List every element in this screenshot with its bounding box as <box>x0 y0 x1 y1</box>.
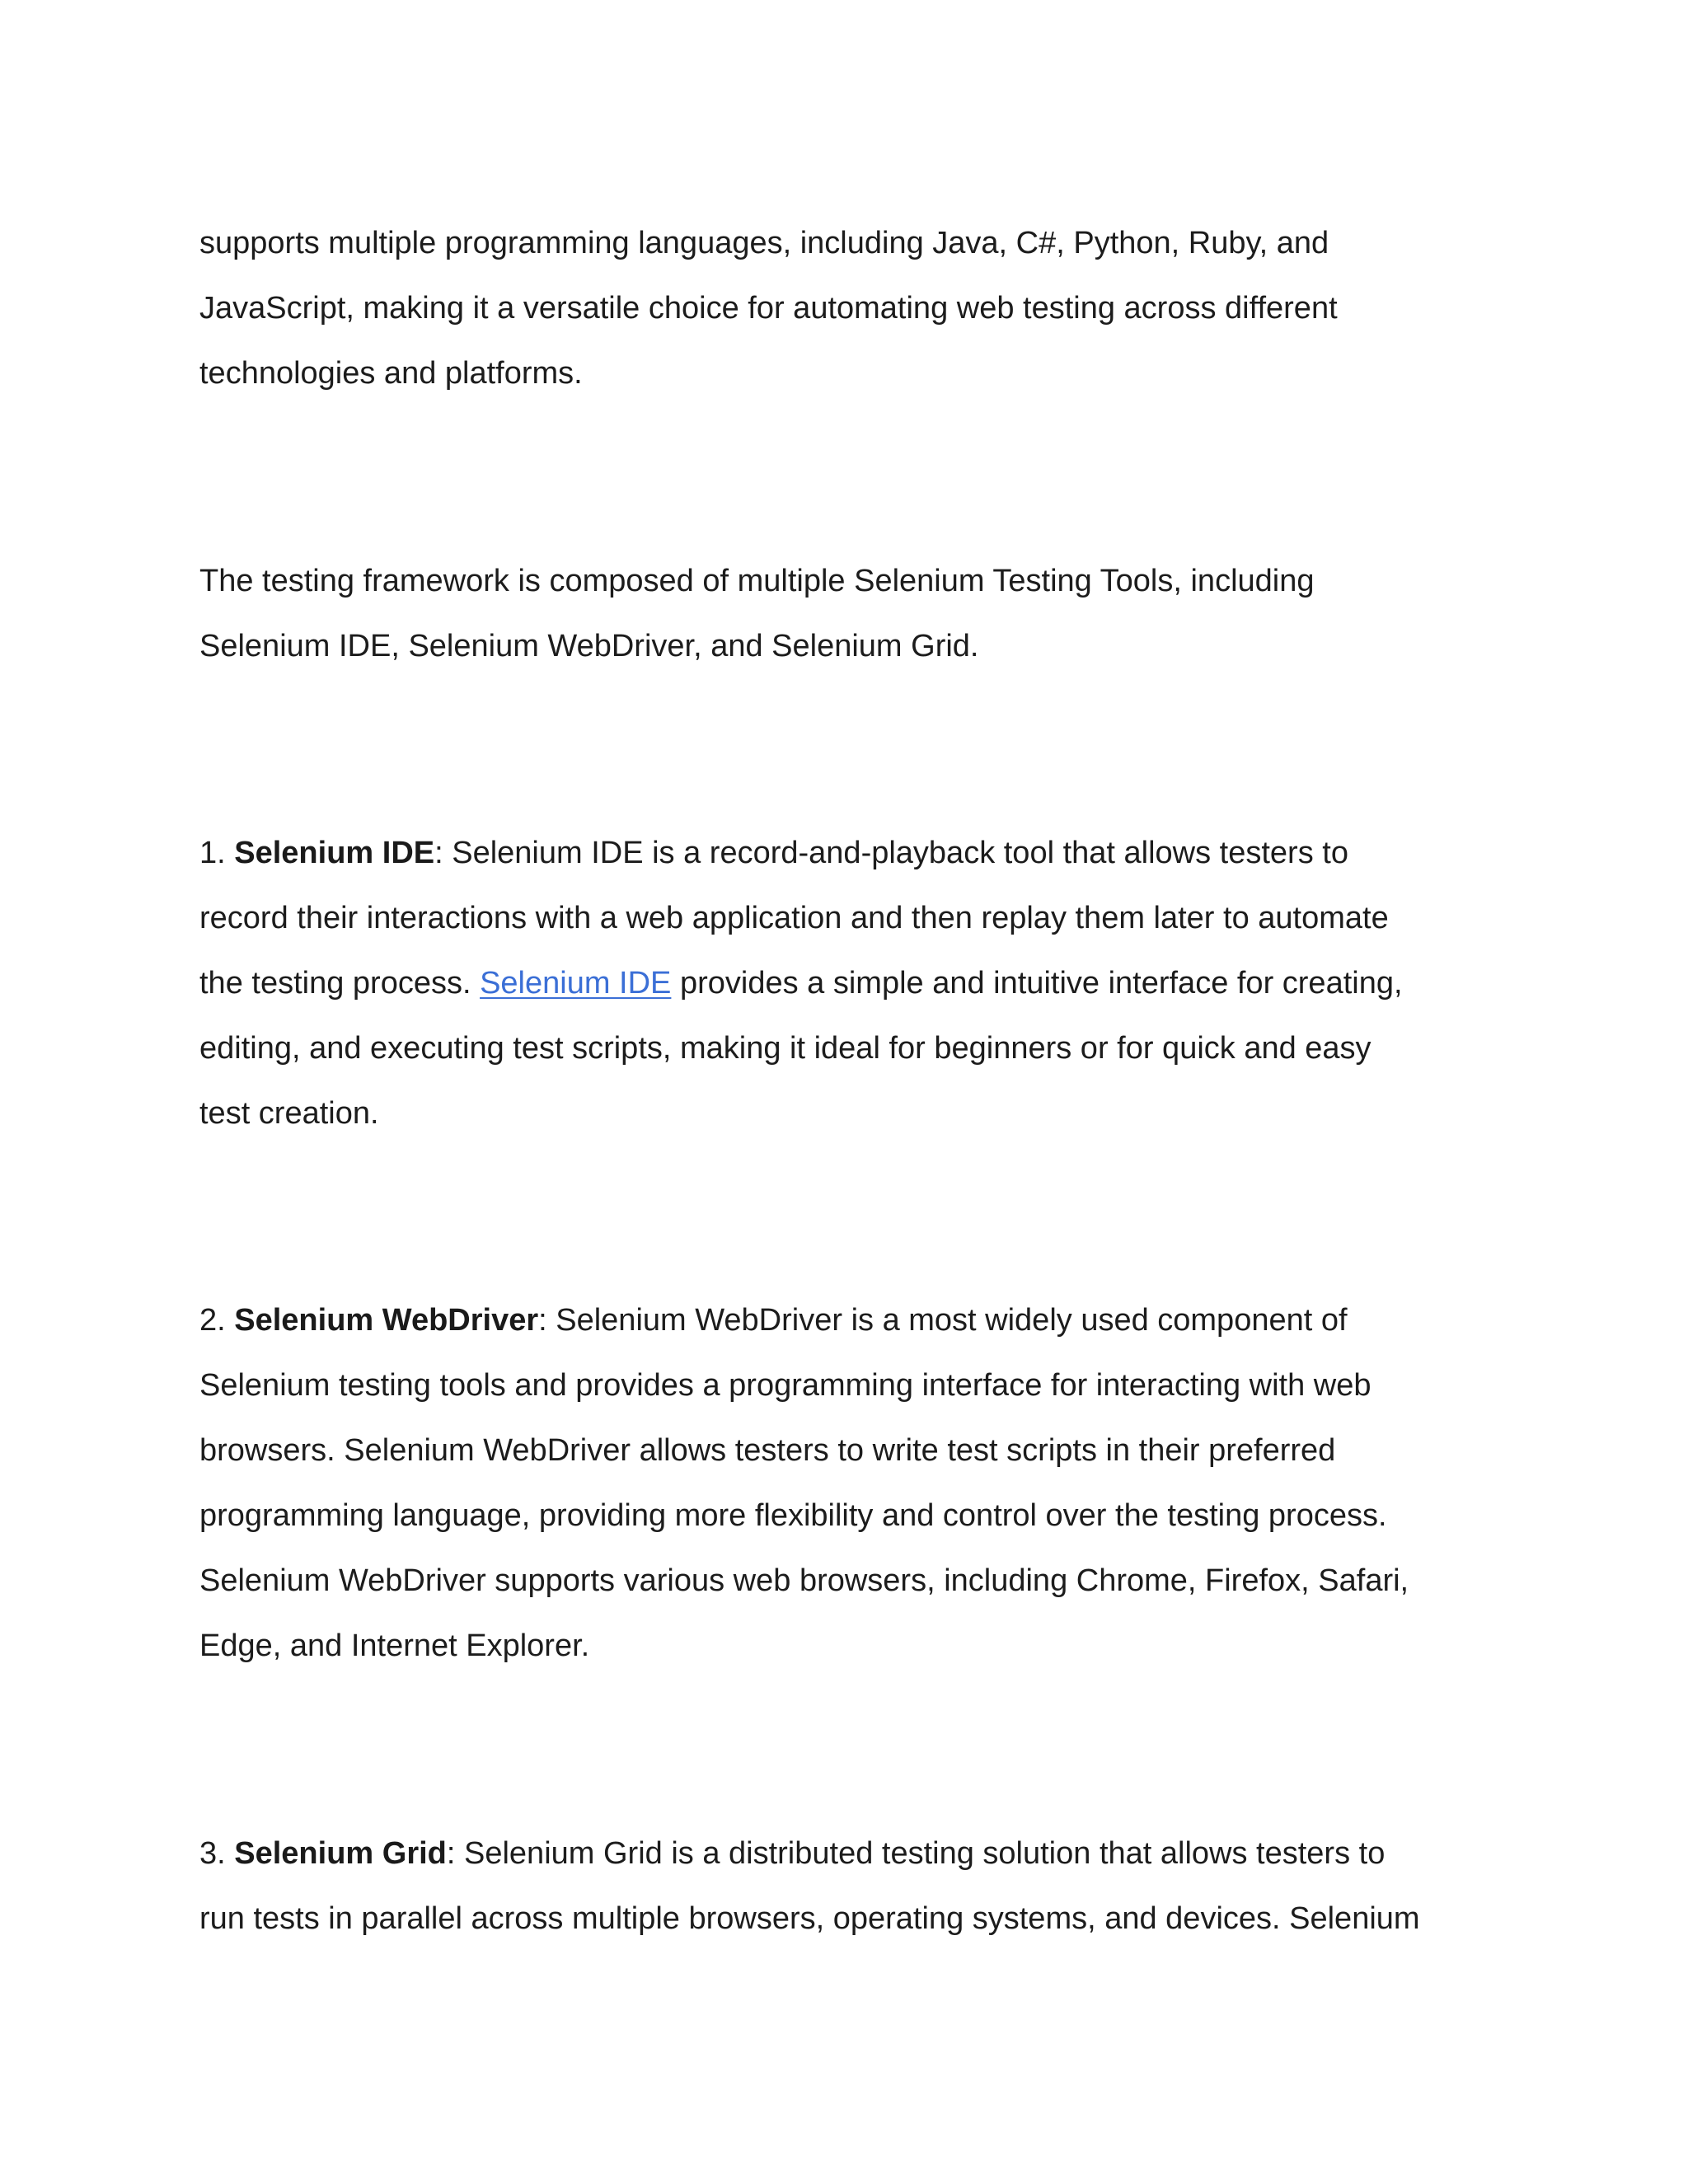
item-line: Edge, and Internet Explorer. <box>199 1629 590 1663</box>
framework-line: Selenium IDE, Selenium WebDriver, and Selenium Grid. <box>199 629 979 663</box>
item-line <box>199 964 1403 1002</box>
item-line: test creation. <box>199 1096 379 1131</box>
list-item-selenium-grid <box>199 1835 1385 1872</box>
item-text: : Selenium IDE is a record-and-playback tool that allows testers to <box>434 836 1348 870</box>
item-text: provides a simple and intuitive interface for creating, <box>679 966 1403 1001</box>
item-line: Selenium WebDriver supports various web browsers, including Chrome, Firefox, Safari, <box>199 1563 1409 1598</box>
intro-line: supports multiple programming languages, including Java, C#, Python, Ruby, and <box>199 226 1329 260</box>
item-term: Selenium IDE <box>234 836 435 870</box>
item-text: : Selenium Grid is a distributed testing solution that allows testers to <box>446 1836 1386 1871</box>
item-term: Selenium WebDriver <box>234 1303 539 1338</box>
item-number: 1. <box>199 836 226 870</box>
framework-line: The testing framework is composed of multiple Selenium Testing Tools, including <box>199 564 1315 598</box>
item-line: editing, and executing test scripts, making it ideal for beginners or for quick and easy <box>199 1031 1372 1066</box>
item-text: the testing process. <box>199 966 471 1001</box>
item-line: browsers. Selenium WebDriver allows testers to write test scripts in their preferred <box>199 1433 1336 1468</box>
item-number: 2. <box>199 1303 226 1338</box>
item-line: run tests in parallel across multiple browsers, operating systems, and devices. Selenium <box>199 1901 1420 1936</box>
list-item-selenium-webdriver <box>199 1301 1348 1339</box>
item-term: Selenium Grid <box>234 1836 447 1871</box>
selenium-ide-link[interactable]: Selenium IDE <box>480 966 672 1001</box>
intro-line: JavaScript, making it a versatile choice for automating web testing across different <box>199 291 1338 326</box>
intro-line: technologies and platforms. <box>199 356 583 391</box>
item-number: 3. <box>199 1836 226 1871</box>
list-item-selenium-ide <box>199 834 1348 872</box>
item-line: record their interactions with a web application and then replay them later to automate <box>199 901 1389 935</box>
item-line: programming language, providing more flexibility and control over the testing process. <box>199 1498 1387 1533</box>
item-text: : Selenium WebDriver is a most widely used component of <box>538 1303 1348 1338</box>
item-line: Selenium testing tools and provides a programming interface for interacting with web <box>199 1368 1372 1403</box>
